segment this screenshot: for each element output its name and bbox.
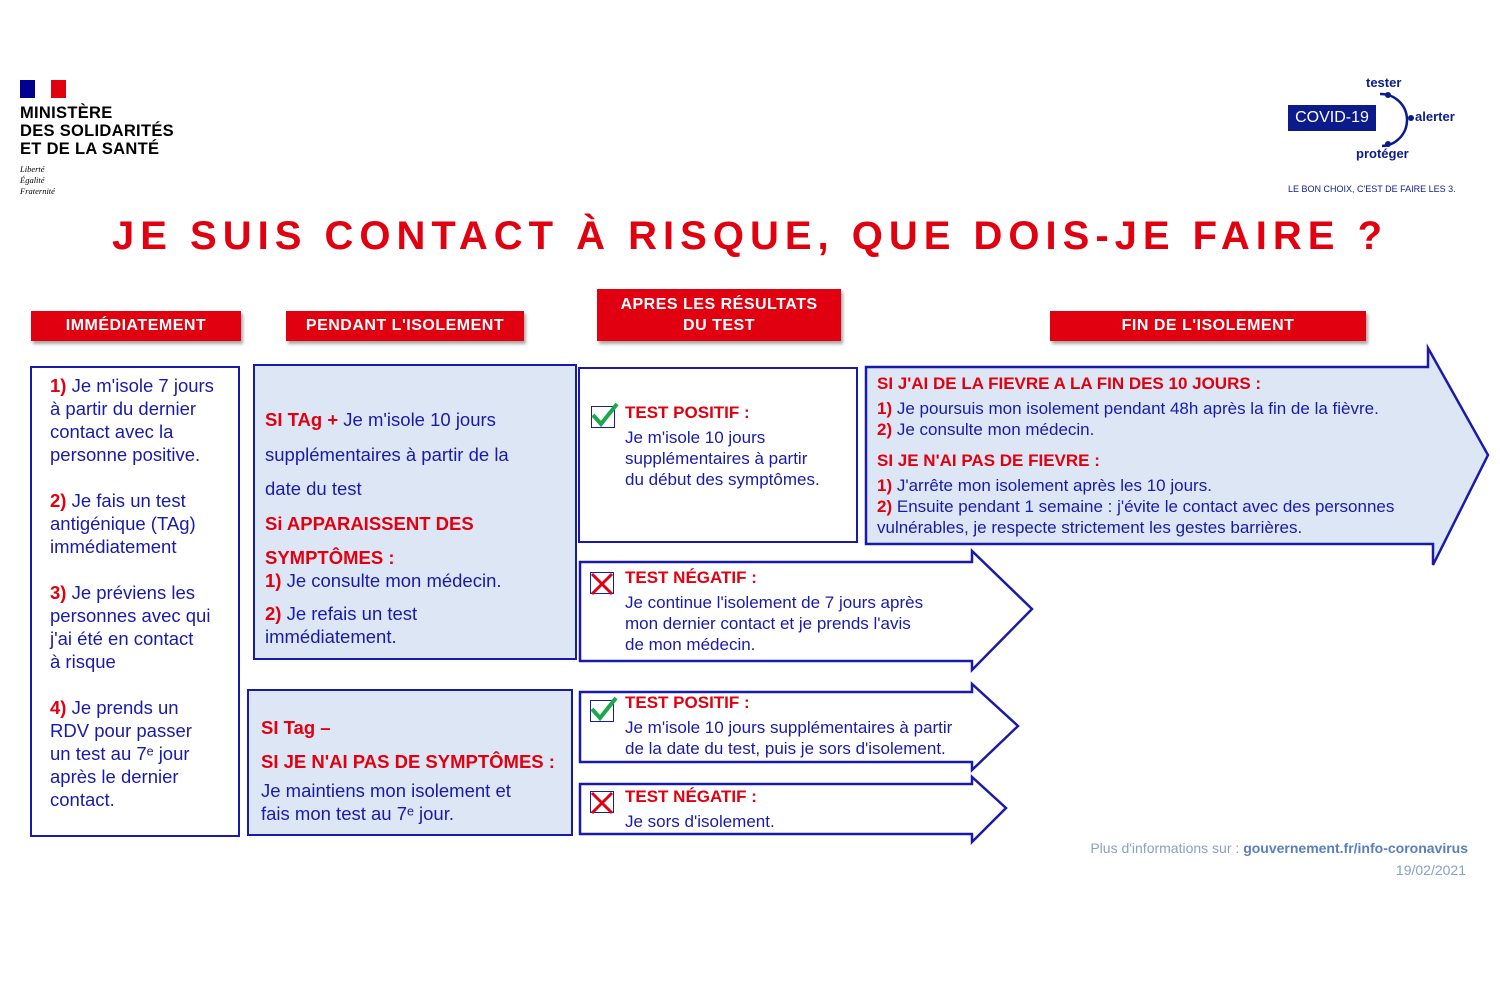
covid-badge: COVID-19 (1288, 105, 1376, 131)
logo-alerter: alerter (1415, 109, 1455, 124)
column-header-during: PENDANT L'ISOLEMENT (286, 311, 524, 341)
cross-icon (590, 572, 614, 594)
tag-negative-box: SI Tag – SI JE N'AI PAS DE SYMPTÔMES : Je maintiens mon isolement et fais mon test au 7ᵉ jour. (247, 689, 573, 836)
logo-proteger: protéger (1356, 146, 1409, 161)
cross-icon (590, 791, 614, 813)
info-link[interactable]: gouvernement.fr/info-coronavirus (1243, 840, 1468, 856)
check-icon (591, 406, 615, 428)
end-isolation-text: SI J'AI DE LA FIEVRE A LA FIN DES 10 JOURS : 1) Je poursuis mon isolement pendant 48h après la fin de la fièvre. 2) Je consulte mon médecin. SI JE N'AI PAS DE FIEVRE : 1) J'arrête mon isolement après les 10 jours. 2) Ensuite pendant 1 semaine : j'évite le contact avec des personnes vulnérables, je respecte strictement les gestes barrières. (877, 374, 1395, 537)
ministry-name: MINISTÈRE DES SOLIDARITÉS ET DE LA SANTÉ (20, 104, 174, 158)
tag-positive-box: SI TAg + Je m'isole 10 jours supplémentaires à partir de la date du test Si APPARAISSENT DES SYMPTÔMES : 1) Je consulte mon médecin. 2) Je refais un test immédiatement. (253, 364, 577, 660)
column-header-immediately: IMMÉDIATEMENT (31, 311, 241, 341)
result-3-text: TEST POSITIF : Je m'isole 10 jours supplémentaires à partir de la date du test, puis je sors d'isolement. (625, 693, 953, 758)
step-4: 4) Je prends un RDV pour passer un test au 7ᵉ jour après le dernier contact. (50, 697, 192, 810)
step-3: 3) Je préviens les personnes avec qui j'ai été en contact à risque (50, 582, 211, 672)
column-header-end: FIN DE L'ISOLEMENT (1050, 311, 1366, 341)
publication-date: 19/02/2021 (1395, 862, 1466, 878)
check-icon (590, 700, 614, 722)
page-title: JE SUIS CONTACT À RISQUE, QUE DOIS-JE FAIRE ? (111, 214, 1389, 258)
step-2: 2) Je fais un test antigénique (TAg) immédiatement (50, 490, 196, 557)
logo-tester: tester (1366, 75, 1402, 90)
column-header-after-results: APRES LES RÉSULTATS DU TEST (597, 289, 841, 341)
logo-slogan: LE BON CHOIX, C'EST DE FAIRE LES 3. (1288, 184, 1456, 194)
result-2-text: TEST NÉGATIF : Je continue l'isolement de 7 jours après mon dernier contact et je prends l'avis de mon médecin. (625, 568, 924, 654)
immediately-steps (30, 366, 240, 837)
result-4-text: TEST NÉGATIF : Je sors d'isolement. (625, 787, 775, 831)
more-info: Plus d'informations sur : gouvernement.fr/info-coronavirus (1090, 840, 1468, 856)
republic-motto: Liberté Égalité Fraternité (20, 164, 55, 196)
result-1-text: TEST POSITIF : Je m'isole 10 jours supplémentaires à partir du début des symptômes. (625, 403, 820, 489)
step-1: 1) Je m'isole 7 jours à partir du dernier contact avec la personne positive. (50, 375, 214, 465)
